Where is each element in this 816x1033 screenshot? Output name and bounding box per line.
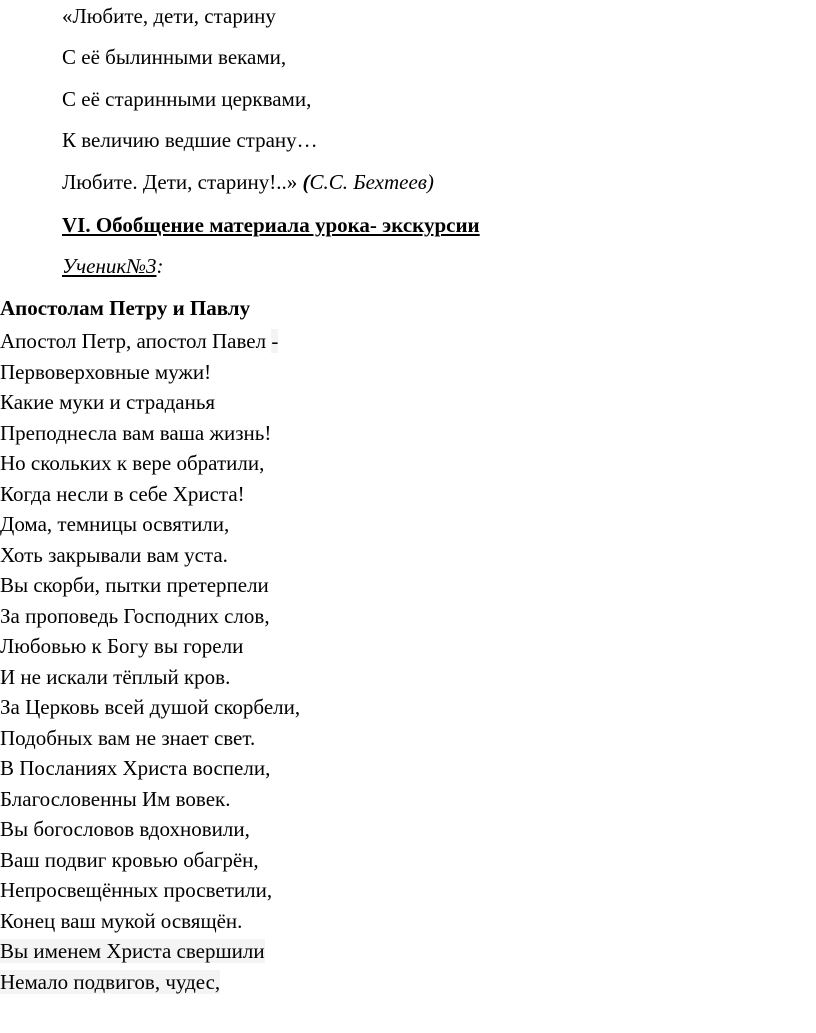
poem-title: Апостолам Петру и Павлу xyxy=(0,296,251,320)
poem-line: Любовью к Богу вы горели xyxy=(0,634,244,658)
intro-line-4: К величию ведшие страну… xyxy=(62,128,318,152)
intro-line-5-text: Любите. Дети, старину!..» xyxy=(62,170,303,194)
poem-line: Конец ваш мукой освящён. xyxy=(0,908,243,933)
poem-line: Непросвещённых просветили, xyxy=(0,878,273,902)
quote-attribution xyxy=(302,170,433,194)
poem-line: Дома, темницы освятили, xyxy=(0,512,230,536)
intro-line-5 xyxy=(62,170,434,194)
student-label-line xyxy=(62,254,164,278)
poem-line: За проповедь Господних слов, xyxy=(0,603,270,628)
poem-line: Подобных вам не знает свет. xyxy=(0,725,256,750)
attribution-author: С.С. Бехтеев) xyxy=(309,170,434,194)
poem-line: Первоверховные мужи! xyxy=(0,359,212,384)
poem-line-0-text: Апостол Петр, апостол Павел xyxy=(0,329,272,353)
student-label: Ученик№3 xyxy=(62,254,157,278)
intro-line-2: С её былинными веками, xyxy=(62,45,287,69)
poem-line: Но скольких к вере обратили, xyxy=(0,451,265,475)
poem-line-highlighted xyxy=(0,936,816,967)
poem-line: Благословенны Им вовек. xyxy=(0,786,231,811)
intro-line-3: С её старинными церквами, xyxy=(62,87,312,111)
poem-line: Вы богословов вдохновили, xyxy=(0,817,250,841)
poem-line: В Посланиях Христа воспели, xyxy=(0,756,271,780)
poem-line: И не искали тёплый кров. xyxy=(0,664,231,689)
highlighted-text: Вы именем Христа свершили xyxy=(0,939,265,963)
section-heading: VI. Обобщение материала урока- экскурсии xyxy=(62,213,480,237)
poem-line: Преподнесла вам ваша жизнь! xyxy=(0,420,272,445)
poem-line: Вы скорби, пытки претерпели xyxy=(0,573,269,597)
poem-line: За Церковь всей душой скорбели, xyxy=(0,695,301,719)
poem-line: Когда несли в себе Христа! xyxy=(0,481,245,506)
poem-line: Хоть закрывали вам уста. xyxy=(0,542,228,567)
poem-line-0-dash: - xyxy=(271,329,279,353)
poem-section xyxy=(0,296,816,997)
highlighted-text: Немало подвигов, чудес, xyxy=(0,969,221,994)
poem-line xyxy=(0,326,816,357)
attribution-paren: ( xyxy=(302,170,310,194)
poem-line-highlighted xyxy=(0,967,816,998)
poem-line: Ваш подвиг кровью обагрён, xyxy=(0,847,259,872)
poem-line: Какие муки и страданья xyxy=(0,390,216,414)
student-colon: : xyxy=(156,254,164,278)
intro-line-1: «Любите, дети, старину xyxy=(62,4,276,28)
